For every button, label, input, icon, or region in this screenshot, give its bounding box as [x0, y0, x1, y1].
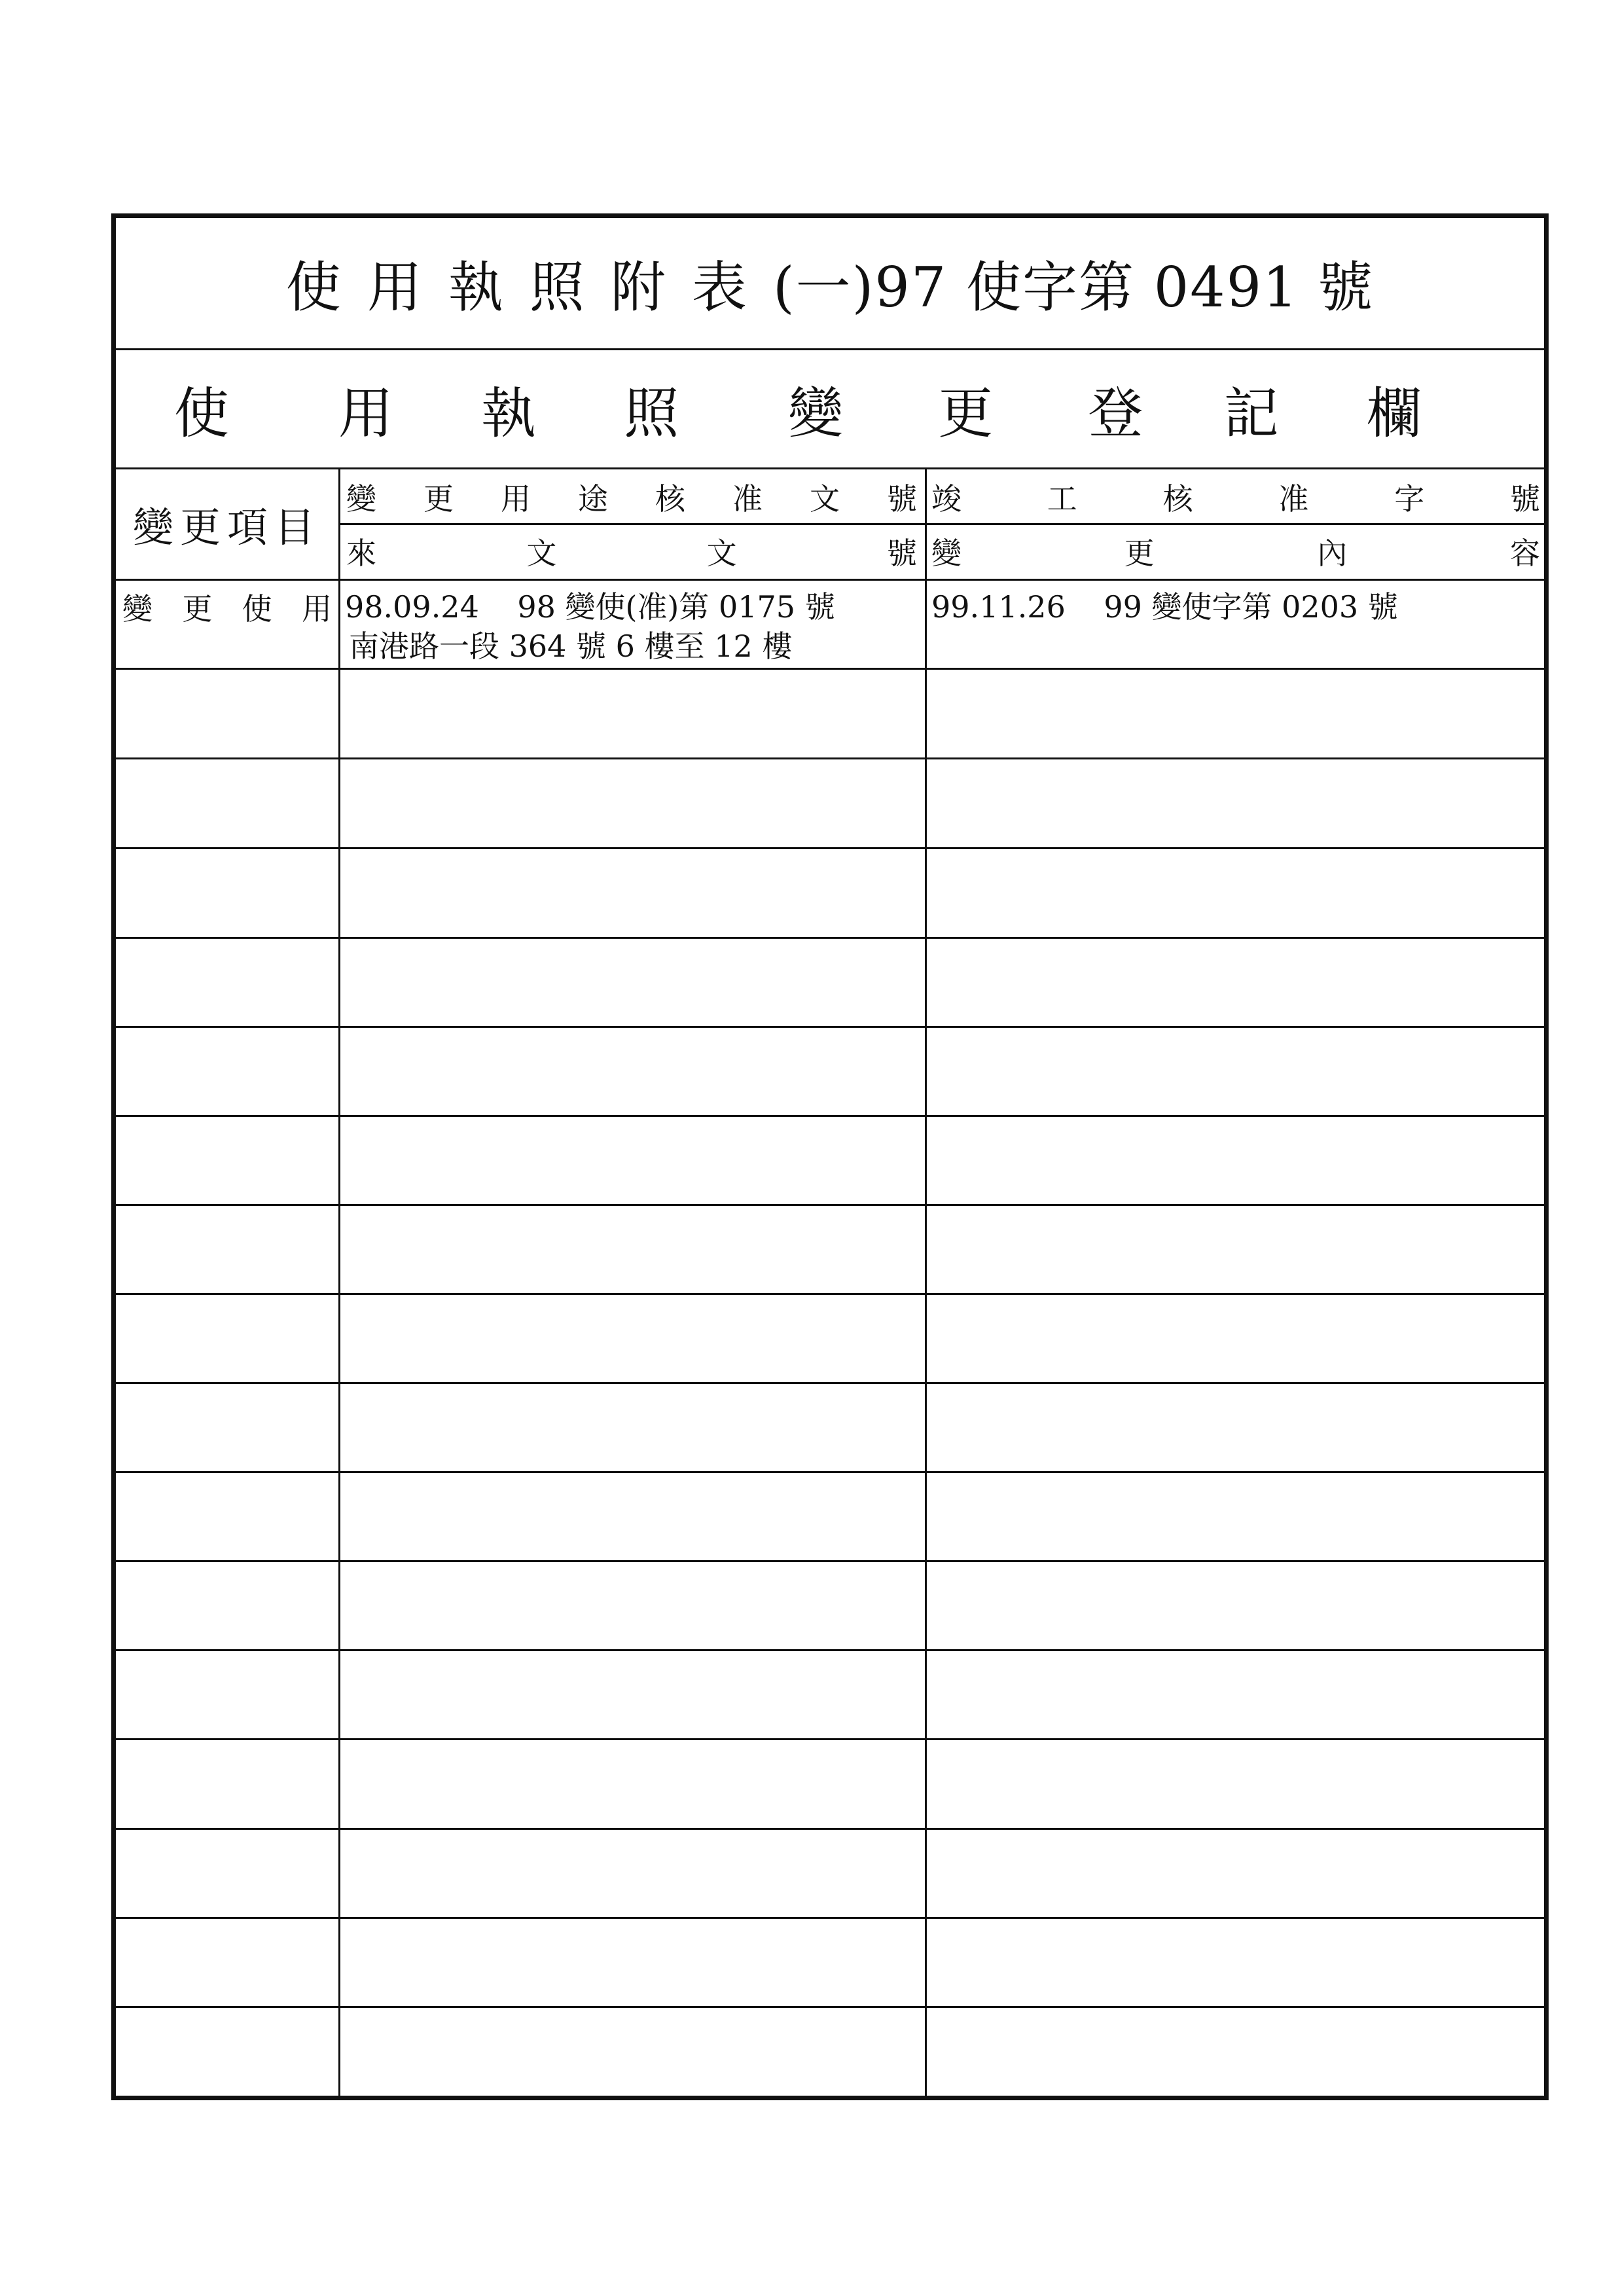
row-completion-number: 99.11.26 99 變使字第 0203 號: [931, 589, 1398, 625]
row-divider: [116, 1026, 1544, 1028]
row-divider: [116, 1471, 1544, 1473]
title-char: 附: [610, 255, 692, 319]
title-suffix: (一)97 使字第 0491 號: [772, 255, 1375, 319]
form-title: [116, 218, 1544, 350]
column-divider: [925, 469, 927, 2100]
header-char: 准: [732, 481, 763, 517]
header-char: 竣: [931, 481, 962, 517]
column-divider: [338, 469, 340, 2100]
header-char: 途: [578, 481, 608, 517]
header-char: 更: [1124, 536, 1155, 571]
title-char: 使: [285, 255, 367, 319]
header-split-line: [338, 523, 1544, 525]
row-item-label: [122, 587, 332, 627]
header-char: 工: [1047, 481, 1077, 517]
row-divider: [116, 1649, 1544, 1651]
header-char: 號: [887, 481, 917, 517]
title-char: 表: [691, 255, 773, 319]
title-char: 照: [529, 255, 611, 319]
header-char: 來: [346, 536, 376, 571]
form-title-text: [286, 244, 1374, 323]
row-divider: [116, 1828, 1544, 1830]
header-char: 用: [501, 481, 531, 517]
heading-char: 登: [1088, 381, 1143, 445]
heading-char: 使: [173, 381, 229, 445]
row-divider: [116, 757, 1544, 759]
row-divider: [116, 937, 1544, 939]
header-char: 容: [1509, 536, 1540, 571]
col2-header-bottom: [931, 530, 1540, 573]
heading-char: 執: [481, 381, 537, 445]
header-char: 文: [526, 536, 557, 571]
row-divider: [116, 1293, 1544, 1295]
col1-header-top: [346, 476, 917, 518]
row-divider: [116, 579, 1544, 581]
col2-header-top: [931, 476, 1540, 518]
row-divider: [116, 1917, 1544, 1919]
row-divider: [116, 1115, 1544, 1117]
title-char: 用: [367, 255, 448, 319]
col1-header-bottom: [346, 530, 917, 573]
item-char: 變: [122, 591, 153, 627]
row-divider: [116, 1204, 1544, 1206]
header-char: 更: [423, 481, 454, 517]
heading-char: 變: [788, 381, 844, 445]
heading-char: 欄: [1366, 381, 1422, 445]
row-divider: [116, 2006, 1544, 2008]
heading-char: 記: [1223, 381, 1279, 445]
header-char: 變: [931, 536, 962, 571]
header-char: 准: [1278, 481, 1309, 517]
heading-char: 用: [338, 381, 393, 445]
header-char: 字: [1394, 481, 1425, 517]
header-char: 文: [810, 481, 840, 517]
registration-table: [116, 469, 1544, 2100]
header-char: 核: [1162, 481, 1193, 517]
section-heading: [116, 350, 1544, 469]
header-char: 核: [655, 481, 685, 517]
item-char: 更: [182, 591, 213, 627]
title-char: 執: [448, 255, 530, 319]
row-approval-number: 98.09.24 98 變使(准)第 0175 號: [345, 589, 835, 625]
header-char: 號: [886, 536, 917, 571]
header-char: 文: [706, 536, 737, 571]
license-form: [111, 213, 1549, 2100]
row-divider: [116, 1560, 1544, 1562]
row-address: 南港路一段 364 號 6 樓至 12 樓: [349, 629, 793, 664]
header-char: 變: [346, 481, 376, 517]
heading-char: 更: [938, 381, 994, 445]
item-char: 用: [301, 591, 332, 627]
change-item-header: 變更項目: [132, 503, 321, 551]
row-divider: [116, 1382, 1544, 1384]
row-divider: [116, 847, 1544, 849]
heading-char: 照: [624, 381, 679, 445]
row-divider: [116, 668, 1544, 670]
header-char: 號: [1509, 481, 1540, 517]
header-char: 內: [1317, 536, 1348, 571]
row-divider: [116, 1738, 1544, 1740]
item-char: 使: [242, 591, 272, 627]
